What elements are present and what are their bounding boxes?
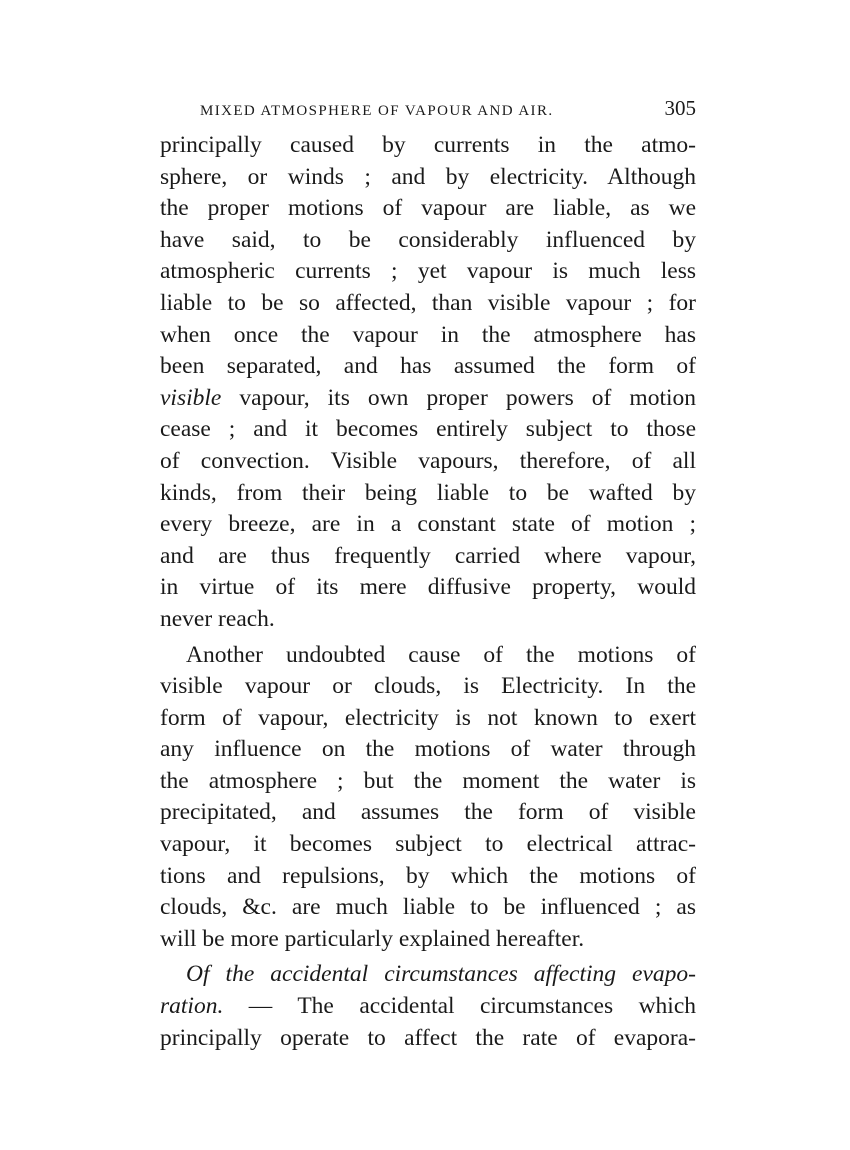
page-number: 305 (664, 96, 696, 120)
text-line: cease ; and it becomes entirely subject to those (160, 416, 696, 443)
italic-heading: Of the accidental circumstances affecting evapo- (186, 961, 696, 988)
text-line: form of vapour, electricity is not known to exert (160, 704, 696, 731)
text-line: any influence on the motions of water through (160, 736, 696, 763)
running-title: MIXED ATMOSPHERE OF VAPOUR AND AIR. (200, 103, 554, 119)
paragraph-3 (160, 959, 696, 1054)
text-line: vapour, it becomes subject to electrical attrac- (160, 831, 696, 858)
text-line-italic-lead: visible vapour, its own proper powers of motion (160, 384, 696, 411)
section-heading-line: ration. — The accidental circumstances which (160, 993, 696, 1020)
italic-word: visible (160, 384, 222, 411)
text-line: sphere, or winds ; and by electricity. Although (160, 163, 696, 190)
text-line: liable to be so affected, than visible vapour ; for (160, 289, 696, 316)
paragraph-2 (160, 640, 696, 956)
text-line: tions and repulsions, by which the motions of (160, 862, 696, 889)
text-line: principally caused by currents in the atmo- (160, 132, 696, 158)
text-line: have said, to be considerably influenced by (160, 226, 696, 253)
text-line: visible vapour or clouds, is Electricity. In the (160, 673, 696, 700)
text-line: when once the vapour in the atmosphere has (160, 321, 696, 348)
text-line: will be more particularly explained hereafter. (160, 925, 585, 952)
text-line: never reach. (160, 605, 275, 632)
book-page (160, 96, 696, 1058)
text-line: kinds, from their being liable to be wafted by (160, 479, 696, 506)
text-line: in virtue of its mere diffusive property, would (160, 574, 696, 601)
paragraph-1 (160, 130, 696, 636)
italic-heading: ration. (160, 993, 224, 1020)
text-line: the atmosphere ; but the moment the water is (160, 767, 696, 794)
section-heading-line (160, 959, 696, 991)
running-head (200, 96, 696, 130)
body-text (160, 130, 696, 1054)
text-line: been separated, and has assumed the form of (160, 353, 696, 380)
text-line: Another undoubted cause of the motions of (186, 641, 696, 668)
text-line: and are thus frequently carried where vapour, (160, 542, 696, 569)
text-line: every breeze, are in a constant state of motion ; (160, 511, 696, 538)
text-line: atmospheric currents ; yet vapour is much less (160, 258, 696, 285)
text-line: principally operate to affect the rate of evapora- (160, 1024, 696, 1051)
text-line: precipitated, and assumes the form of visible (160, 799, 696, 826)
text-line: of convection. Visible vapours, therefore, of all (160, 447, 696, 474)
text-line: the proper motions of vapour are liable, as we (160, 195, 696, 222)
text-line: clouds, &c. are much liable to be influenced ; as (160, 894, 696, 921)
